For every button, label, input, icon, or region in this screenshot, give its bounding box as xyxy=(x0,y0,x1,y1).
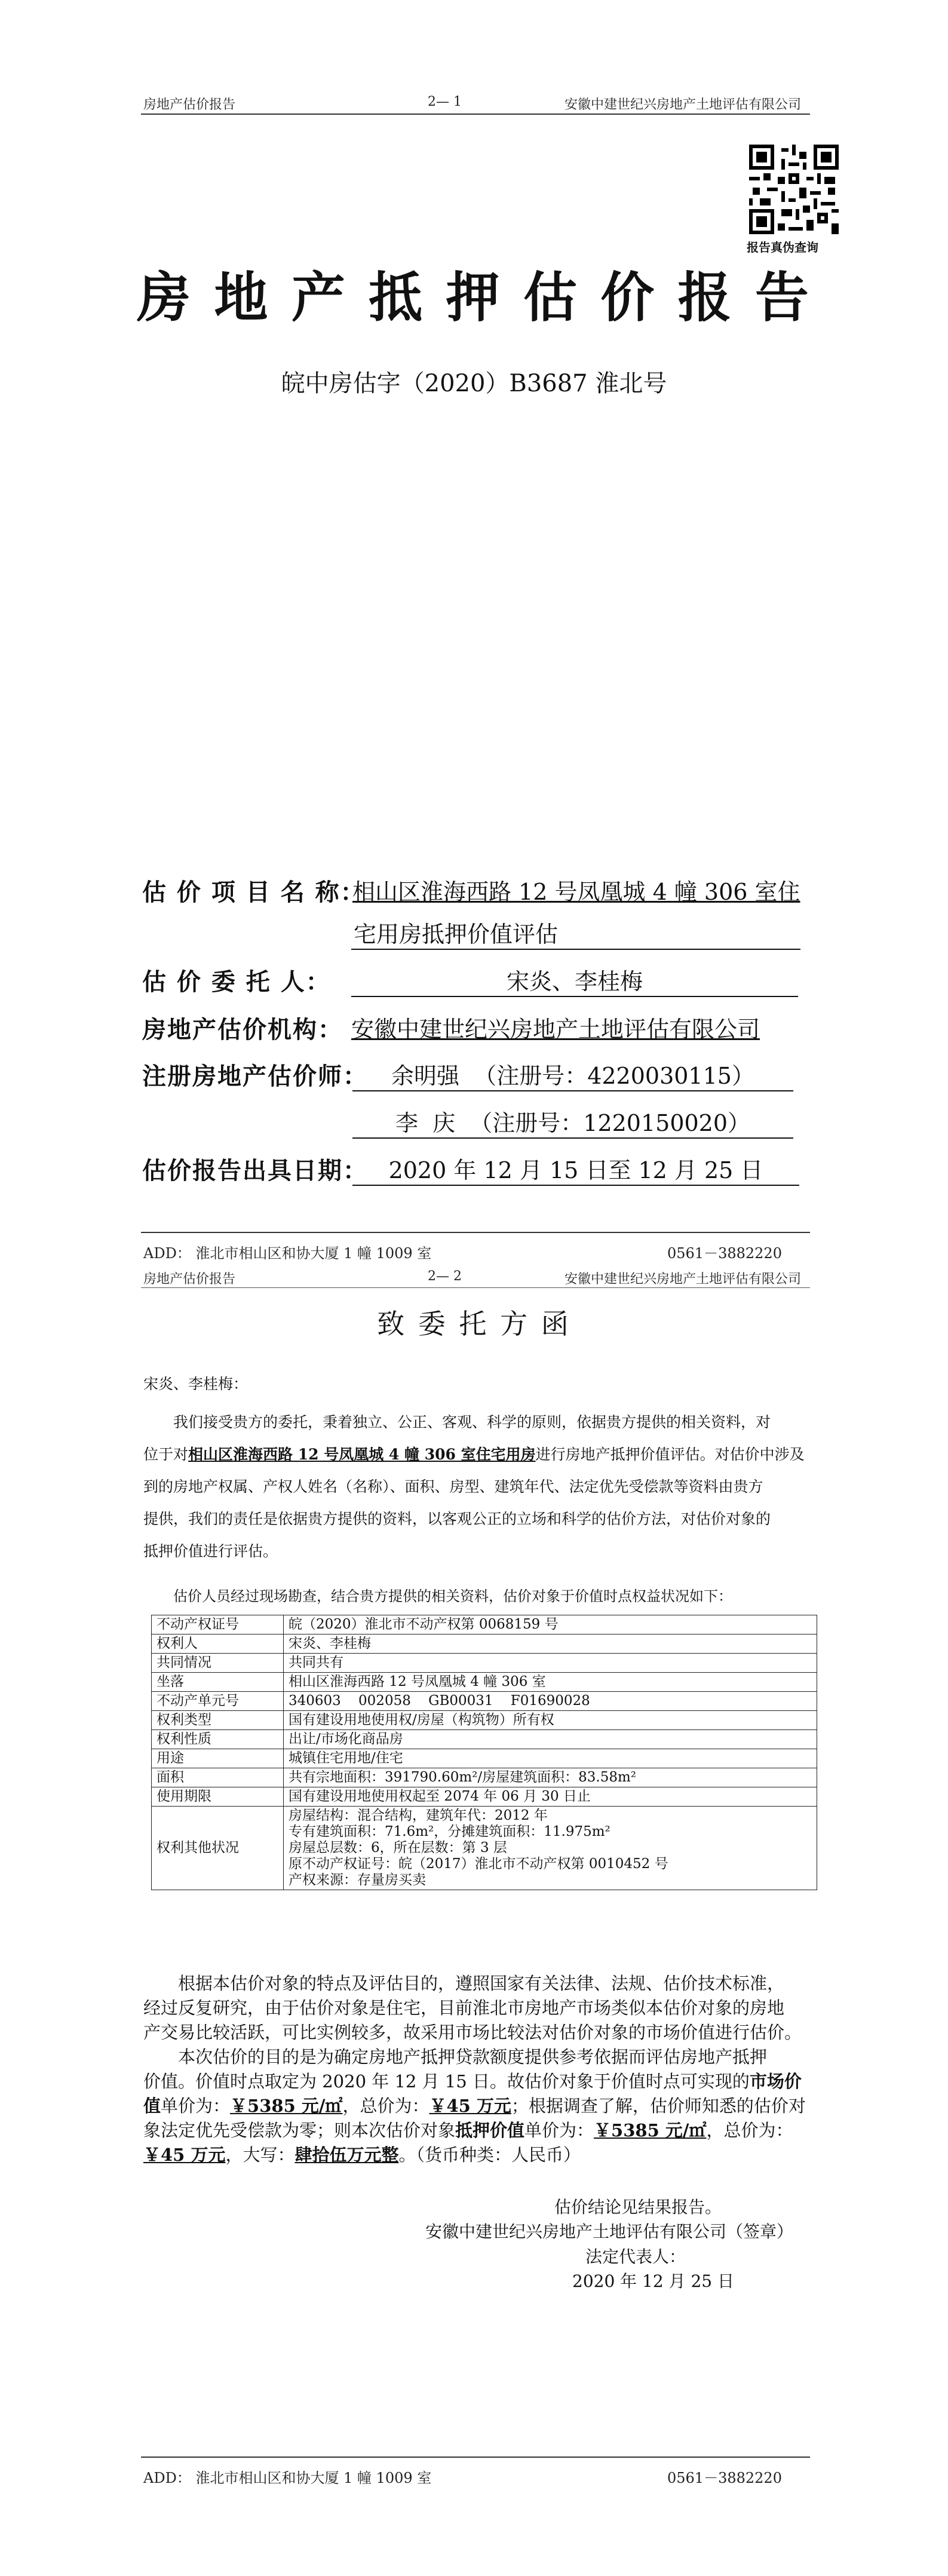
report-date-value: 2020 年 12 月 15 日至 12 月 25 日 xyxy=(352,1152,799,1186)
report-number: 皖中房估字（2020）B3687 淮北号 xyxy=(281,370,667,397)
page2-header-left: 房地产估价报告 xyxy=(143,1272,236,1287)
letter-paragraph3 xyxy=(143,1971,824,2167)
p4-line2 xyxy=(143,2069,824,2094)
p4-line3 xyxy=(143,2094,824,2118)
text-span: 单价为： xyxy=(161,2096,231,2116)
table-value-line: 专有建筑面积：71.6m²，分摊建筑面积：11.975m² xyxy=(289,1824,610,1839)
qr-caption: 报告真伪查询 xyxy=(747,240,818,254)
table-value: 皖（2020）淮北市不动产权第 0068159 号 xyxy=(284,1615,817,1634)
market-unit-price: ￥5385 元/㎡ xyxy=(230,2096,343,2116)
agency-label: 房地产估价机构： xyxy=(142,1016,343,1044)
text-span: ，总价为： xyxy=(342,2096,429,2116)
table-row xyxy=(152,1654,817,1673)
table-value: 共有宗地面积：391790.60m²/房屋建筑面积：83.58m² xyxy=(284,1768,817,1787)
text-span: 价值。价值时点取定为 2020 年 12 月 15 日。故估价对象于价值时点可实现的 xyxy=(143,2071,750,2092)
table-key: 用途 xyxy=(152,1749,284,1768)
project-name-value-line2: 宅用房抵押价值评估 xyxy=(351,916,800,950)
table-row xyxy=(152,1768,817,1787)
text-span: ；根据调查了解，估价师知悉的估价对 xyxy=(511,2096,806,2116)
text-span: 值 xyxy=(143,2096,161,2116)
project-name-label: 估 价 项 目 名 称： xyxy=(142,879,366,906)
client-value: 宋炎、李桂梅 xyxy=(351,963,798,997)
table-value xyxy=(284,1807,817,1890)
table-key: 不动产权证号 xyxy=(152,1615,284,1634)
letter-paragraph1-line1: 我们接受贵方的委托，秉着独立、公正、客观、科学的原则，依据贵方提供的相关资料，对 xyxy=(173,1413,771,1431)
market-total-price: ￥45 万元 xyxy=(429,2096,511,2116)
page1-header-rule xyxy=(141,114,810,115)
text-span: 。（货币种类：人民币） xyxy=(398,2145,581,2165)
signature-note: 估价结论见结果报告。 xyxy=(554,2197,722,2217)
p4-line5 xyxy=(143,2143,824,2167)
text-span: 单价为： xyxy=(524,2120,594,2140)
table-value-line: 房屋结构：混合结构，建筑年代：2012 年 xyxy=(289,1808,548,1823)
table-key: 坐落 xyxy=(152,1673,284,1692)
page2-footer-phone: 0561－3882220 xyxy=(667,2470,782,2486)
text-span: 进行房地产抵押价值评估。对估价中涉及 xyxy=(535,1446,805,1463)
report-date-label: 估价报告出具日期： xyxy=(142,1157,368,1185)
amount-in-words: 肆拾伍万元整 xyxy=(294,2145,399,2165)
table-value: 城镇住宅用地/住宅 xyxy=(284,1749,817,1768)
table-value: 国有建设用地使用权起至 2074 年 06 月 30 日止 xyxy=(284,1787,817,1807)
table-value-line: 产权来源：存量房买卖 xyxy=(289,1872,426,1888)
table-row xyxy=(152,1615,817,1634)
table-value: 国有建设用地使用权/房屋（构筑物）所有权 xyxy=(284,1711,817,1730)
page2-footer-rule xyxy=(141,2457,810,2458)
p4-line1: 本次估价的目的是为确定房地产抵押贷款额度提供参考依据而评估房地产抵押 xyxy=(178,2047,768,2067)
mortgage-total-price: ￥45 万元 xyxy=(143,2145,226,2165)
table-value-line: 原不动产权证号：皖（2017）淮北市不动产权第 0010452 号 xyxy=(289,1856,668,1872)
table-key: 权利性质 xyxy=(152,1730,284,1749)
table-key: 面积 xyxy=(152,1768,284,1787)
table-row xyxy=(152,1730,817,1749)
table-row xyxy=(152,1787,817,1807)
table-key: 共同情况 xyxy=(152,1654,284,1673)
appraiser-label: 注册房地产估价师： xyxy=(142,1063,368,1090)
text-span: ，总价为： xyxy=(706,2120,793,2140)
table-value: 相山区淮海西路 12 号凤凰城 4 幢 306 室 xyxy=(284,1673,817,1692)
p3-line1: 根据本估价对象的特点及评估目的，遵照国家有关法律、法规、估价技术标准， xyxy=(178,1973,785,1994)
letter-paragraph2: 估价人员经过现场勘查，结合贵方提供的相关资料，估价对象于价值时点权益状况如下： xyxy=(173,1588,732,1605)
table-row xyxy=(152,1749,817,1768)
appraiser-1-value: 余明强 （注册号：4220030115） xyxy=(352,1057,793,1091)
table-row xyxy=(152,1711,817,1730)
letter-title: 致 委 托 方 函 xyxy=(377,1308,571,1340)
page2-header-right: 安徽中建世纪兴房地产土地评估有限公司 xyxy=(564,1272,802,1287)
project-name-value: 相山区淮海西路 12 号凤凰城 4 幢 306 室住 xyxy=(352,879,800,905)
table-row xyxy=(152,1634,817,1654)
table-key: 权利人 xyxy=(152,1634,284,1654)
table-value: 340603 002058 GB00031 F01690028 xyxy=(284,1692,817,1711)
mortgage-value-label: 抵押价值 xyxy=(455,2120,525,2140)
property-rights-table xyxy=(151,1615,817,1890)
report-title: 房 地 产 抵 押 估 价 报 告 xyxy=(137,266,811,329)
table-value: 共同共有 xyxy=(284,1654,817,1673)
property-address-highlight: 相山区淮海西路 12 号凤凰城 4 幢 306 室住宅用房 xyxy=(188,1446,536,1463)
page1-footer-phone: 0561－3882220 xyxy=(667,1245,782,1262)
signature-company: 安徽中建世纪兴房地产土地评估有限公司（签章） xyxy=(425,2222,794,2241)
letter-paragraph1-line5: 抵押价值进行评估。 xyxy=(143,1542,278,1560)
table-row xyxy=(152,1673,817,1692)
text-span: 象法定优先受偿款为零；则本次估价对象 xyxy=(143,2120,456,2140)
client-label: 估 价 委 托 人： xyxy=(142,968,331,996)
page2-header-page-number: 2— 2 xyxy=(428,1269,462,1284)
page1-header-left: 房地产估价报告 xyxy=(143,97,236,112)
page1-header-page-number: 2— 1 xyxy=(428,94,462,109)
table-key: 权利类型 xyxy=(152,1711,284,1730)
page1-footer-rule xyxy=(141,1232,810,1233)
letter-paragraph1-line3: 到的房地产权属、产权人姓名（名称）、面积、房型、建筑年代、法定优先受偿款等资料由贵方 xyxy=(143,1478,763,1495)
page2-footer-address: ADD： 淮北市相山区和协大厦 1 幢 1009 室 xyxy=(143,2470,432,2486)
salutation: 宋炎、李桂梅： xyxy=(143,1375,248,1393)
table-value: 出让/市场化商品房 xyxy=(284,1730,817,1749)
page2-header-rule xyxy=(141,1287,810,1288)
mortgage-unit-price: ￥5385 元/㎡ xyxy=(594,2120,707,2140)
letter-paragraph1-line2 xyxy=(143,1440,805,1469)
p3-line3: 产交易比较活跃，可比实例较多，故采用市场比较法对估价对象的市场价值进行估价。 xyxy=(143,2022,802,2043)
appraiser-2-value: 李 庆 （注册号：1220150020） xyxy=(352,1105,793,1139)
page1-header-right: 安徽中建世纪兴房地产土地评估有限公司 xyxy=(564,97,802,112)
table-row xyxy=(152,1692,817,1711)
p3-line2: 经过反复研究，由于估价对象是住宅，目前淮北市房地产市场类似本估价对象的房地 xyxy=(143,1998,785,2018)
agency-value: 安徽中建世纪兴房地产土地评估有限公司 xyxy=(351,1016,760,1042)
qr-code-icon[interactable] xyxy=(749,145,839,234)
table-key: 使用期限 xyxy=(152,1787,284,1807)
table-value-line: 房屋总层数：6，所在层数：第 3 层 xyxy=(289,1840,507,1856)
market-value-label: 市场价 xyxy=(749,2071,802,2092)
table-row xyxy=(152,1807,817,1890)
signature-legal-rep: 法定代表人： xyxy=(585,2247,686,2267)
table-key: 权利其他状况 xyxy=(152,1807,284,1890)
table-key: 不动产单元号 xyxy=(152,1692,284,1711)
table-value: 宋炎、李桂梅 xyxy=(284,1634,817,1654)
page1-footer-address: ADD： 淮北市相山区和协大厦 1 幢 1009 室 xyxy=(143,1245,432,1262)
letter-paragraph1-line4: 提供，我们的责任是依据贵方提供的资料，以客观公正的立场和科学的估价方法，对估价对象的 xyxy=(143,1510,771,1528)
text-span: 位于对 xyxy=(143,1446,189,1463)
p4-line4 xyxy=(143,2118,824,2143)
signature-date: 2020 年 12 月 25 日 xyxy=(572,2271,735,2291)
text-span: ，大写： xyxy=(225,2145,295,2165)
